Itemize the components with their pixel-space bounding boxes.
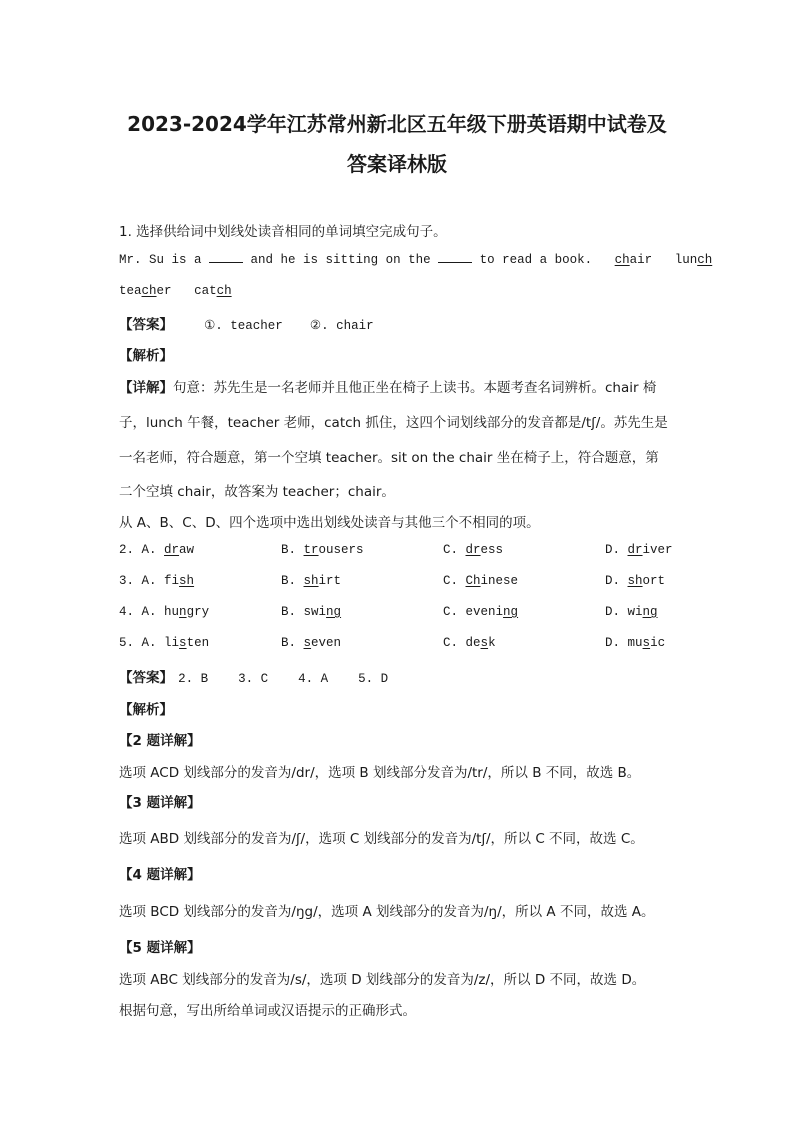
q1-detail-line4: 二个空填 chair，故答案为 teacher；chair。: [119, 484, 395, 500]
q1-sentence: [119, 252, 712, 267]
q1-sentence-part3: to read a book.: [479, 253, 593, 267]
q1-analysis-label: 【解析】: [119, 348, 173, 364]
detail-5-text: 选项 ABC 划线部分的发音为/s/，选项 D 划线部分的发音为/z/，所以 D 不同，故选 D。: [119, 972, 646, 988]
section2-analysis-label: 【解析】: [119, 702, 173, 718]
section3-instruction: 根据句意，写出所给单词或汉语提示的正确形式。: [119, 1003, 416, 1019]
option-q3-c: C. Chinese: [443, 574, 519, 588]
option-q4-c: C. evening: [443, 605, 519, 619]
section2-instruction: 从 A、B、C、D、四个选项中选出划线处读音与其他三个不相同的项。: [119, 515, 540, 531]
q1-blank-1: [209, 252, 243, 263]
option-q5-b: B. seven: [281, 636, 342, 650]
q1-sentence-part1: Mr. Su is a: [119, 253, 202, 267]
section2-answers: 2. B 3. C 4. A 5. D: [178, 672, 389, 686]
document-title-line2: 答案译林版: [347, 152, 447, 176]
document-title-line1: 2023-2024学年江苏常州新北区五年级下册英语期中试卷及: [127, 112, 667, 136]
detail-3-text: 选项 ABD 划线部分的发音为/ʃ/，选项 C 划线部分的发音为/tʃ/，所以 C 不同，故选 C。: [119, 831, 644, 847]
option-q2-d: D. driver: [605, 543, 673, 557]
detail-3-label: 【3 题详解】: [119, 795, 201, 811]
q1-word-catch: catch: [194, 284, 232, 298]
option-q4-b: B. swing: [281, 605, 342, 619]
option-q2-b: B. trousers: [281, 543, 364, 557]
q1-answer-label: 【答案】: [119, 317, 173, 333]
option-q3-d: D. short: [605, 574, 666, 588]
q1-detail-text1: 句意：苏先生是一名老师并且他正坐在椅子上读书。本题考查名词辨析。chair 椅: [173, 380, 657, 396]
q1-word-teacher: teacher: [119, 284, 172, 298]
option-q2-c: C. dress: [443, 543, 504, 557]
q1-word-chair: chair: [614, 253, 653, 267]
detail-4-text: 选项 BCD 划线部分的发音为/ŋg/，选项 A 划线部分的发音为/ŋ/，所以 A 不同，故选 A。: [119, 904, 655, 920]
option-q5-c: C. desk: [443, 636, 496, 650]
q1-answer-row: [119, 313, 374, 333]
option-q4-d: D. wing: [605, 605, 658, 619]
option-q3-a: 3. A. fish: [119, 574, 195, 588]
option-q2-a: 2. A. draw: [119, 543, 195, 557]
q1-detail-label: 【详解】: [119, 380, 173, 396]
option-q5-d: D. music: [605, 636, 666, 650]
q1-detail-line3: 一名老师，符合题意，第一个空填 teacher。sit on the chair 坐在椅子上，符合题意，第: [119, 450, 659, 466]
option-q4-a: 4. A. hungry: [119, 605, 210, 619]
detail-2-label: 【2 题详解】: [119, 733, 201, 749]
detail-5-label: 【5 题详解】: [119, 940, 201, 956]
q1-sentence-part2: and he is sitting on the: [250, 253, 431, 267]
section2-answer-label: 【答案】: [119, 670, 173, 686]
q1-detail-line2: 子，lunch 午餐，teacher 老师，catch 抓住，这四个词划线部分的发音都是/tʃ/。苏先生是: [119, 415, 668, 431]
q1-words-line2: [119, 284, 232, 298]
section2-answer-row: [119, 666, 388, 686]
q1-blank-2: [438, 252, 472, 263]
q1-detail-line1: [119, 376, 656, 396]
detail-4-label: 【4 题详解】: [119, 867, 201, 883]
q1-answer-1: ①. teacher: [204, 319, 283, 333]
q1-word-lunch: lunch: [674, 253, 713, 267]
q1-answer-2: ②. chair: [309, 319, 374, 333]
option-q3-b: B. shirt: [281, 574, 342, 588]
option-q5-a: 5. A. listen: [119, 636, 210, 650]
q1-instruction: 1. 选择供给词中划线处读音相同的单词填空完成句子。: [119, 224, 447, 240]
detail-2-text: 选项 ACD 划线部分的发音为/dr/，选项 B 划线部分发音为/tr/，所以 B 不同，故选 B。: [119, 765, 641, 781]
